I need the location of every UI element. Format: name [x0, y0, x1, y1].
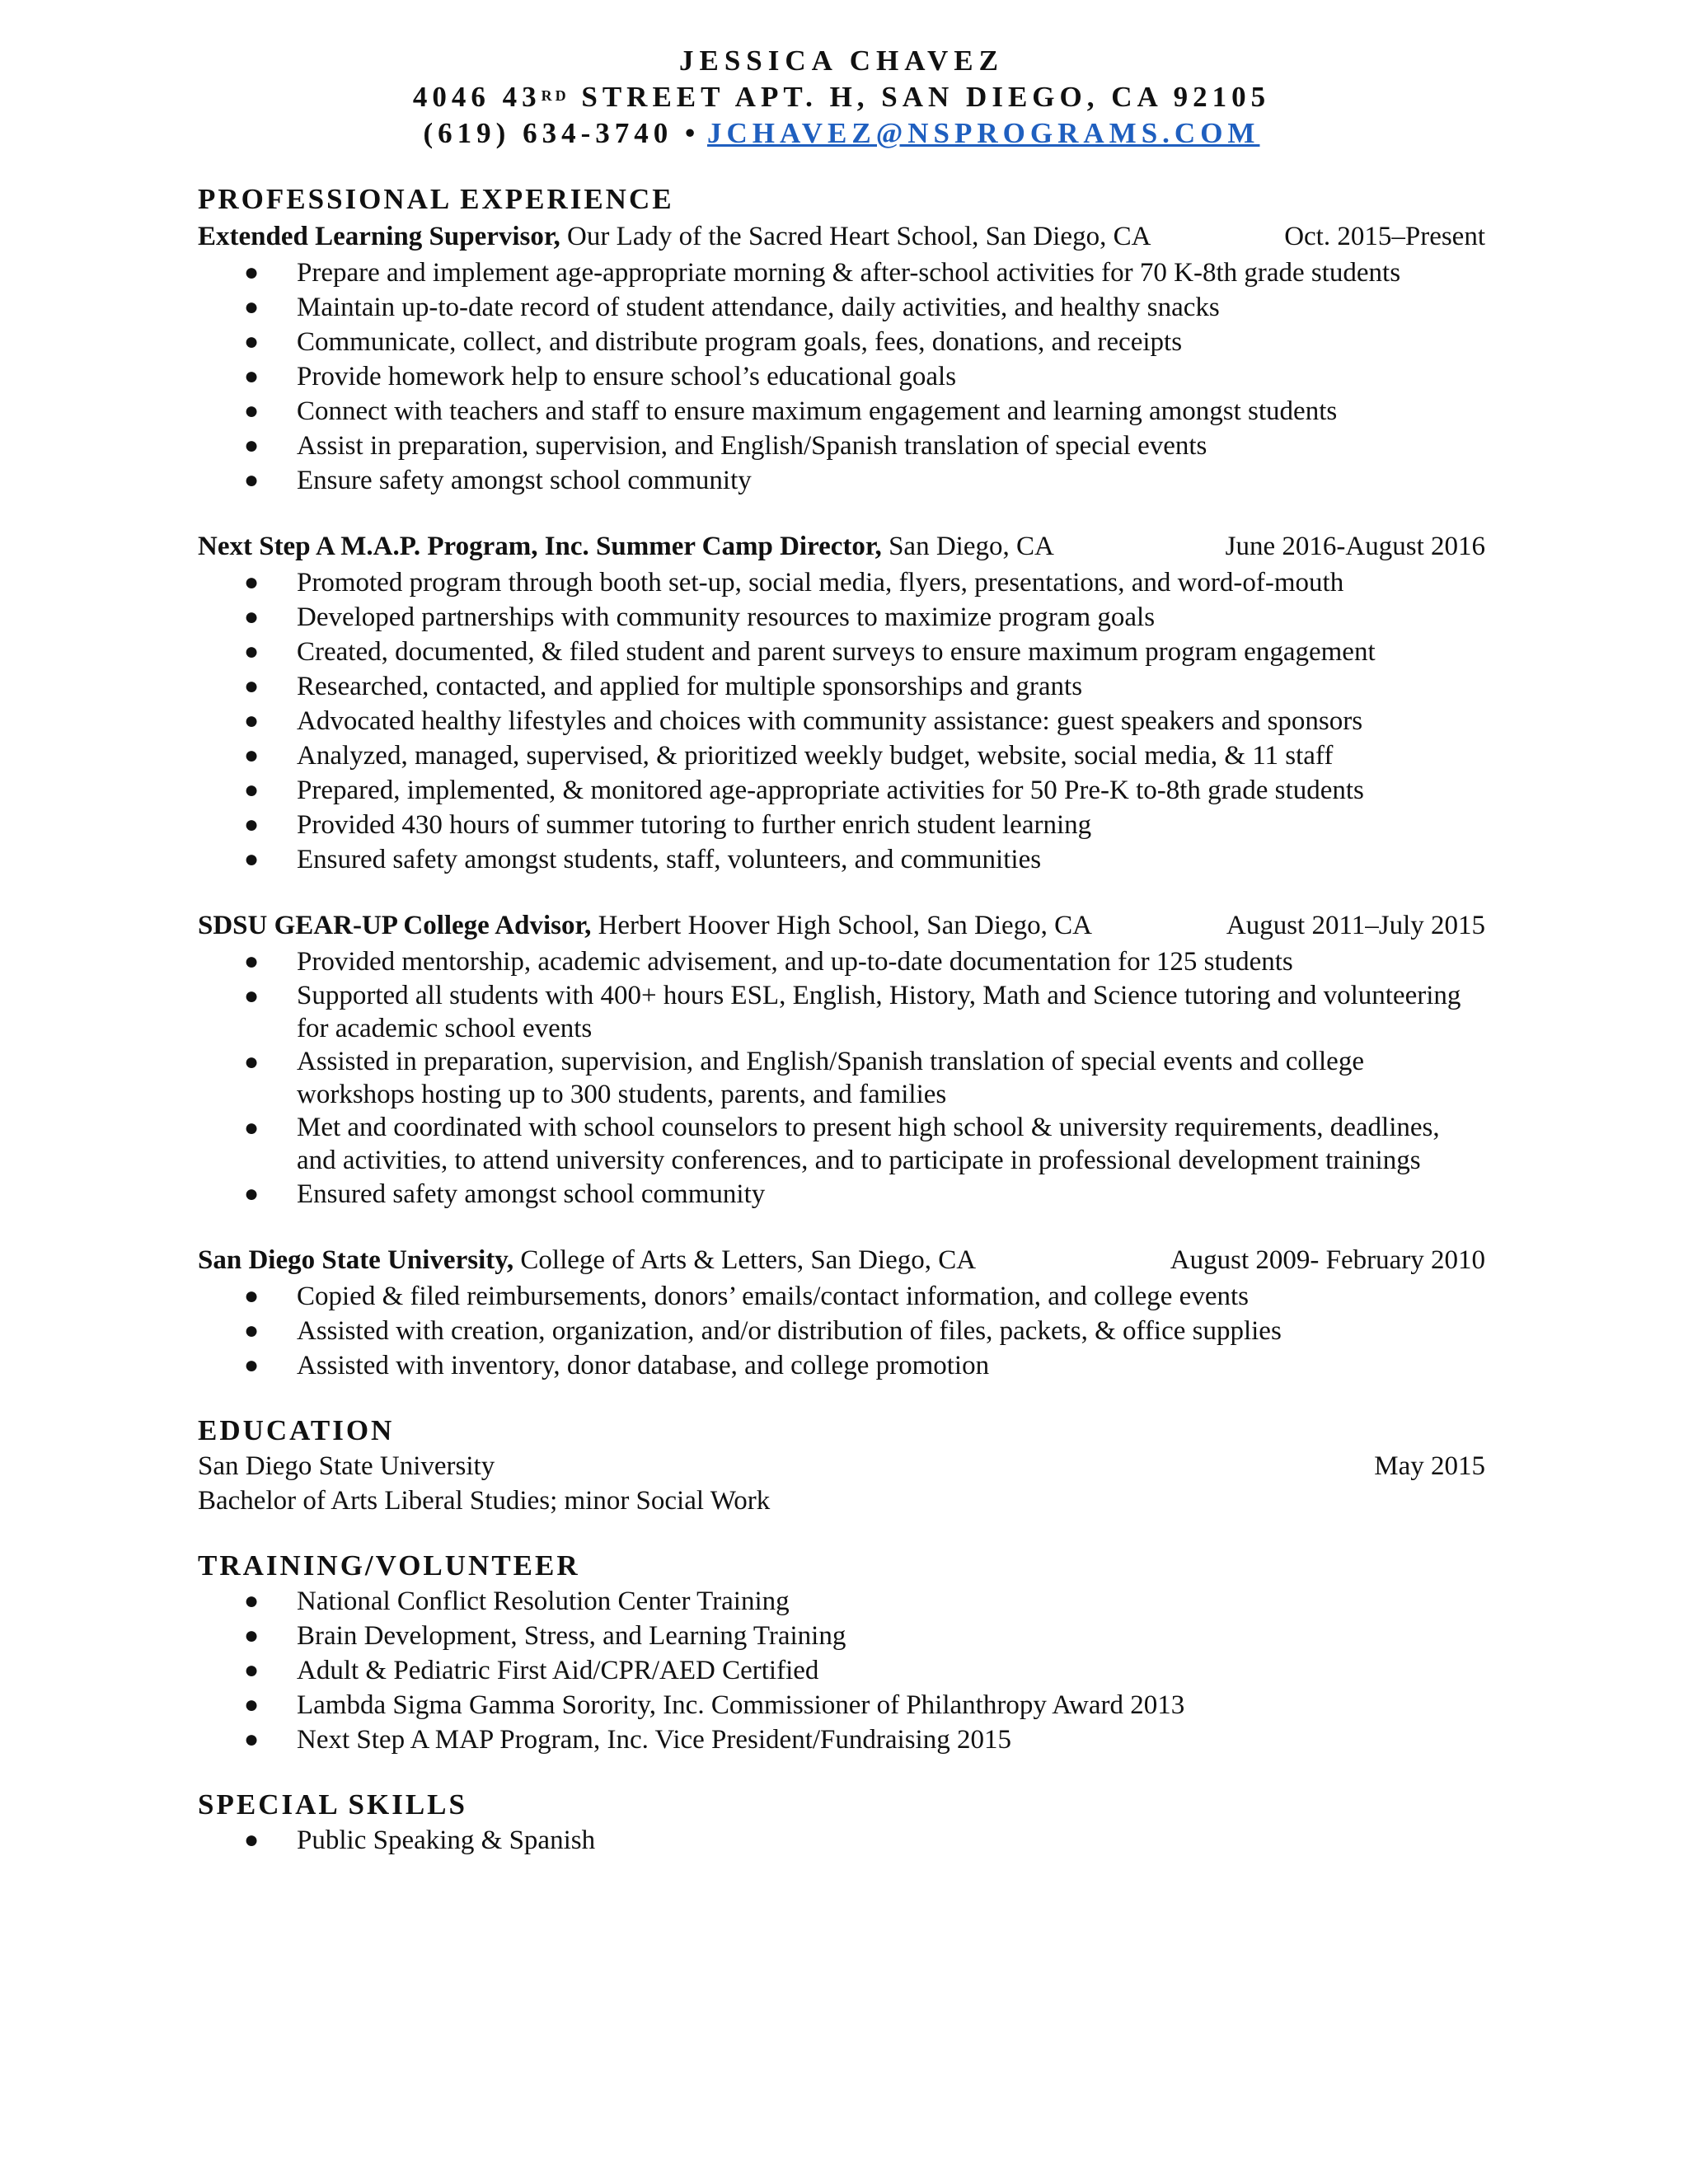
contact-header — [198, 43, 1485, 152]
list-item — [198, 738, 1485, 773]
bullet-text: Brain Development, Stress, and Learning Training — [297, 1621, 846, 1651]
bullet-text: Supported all students with 400+ hours ESL, English, History, Math and Science tutoring and volunteering for academic school events — [297, 981, 1461, 1043]
bullet-text: Prepare and implement age-appropriate morning & after-school activities for 70 K-8th grade students — [297, 258, 1401, 288]
job-entry — [198, 527, 1485, 877]
bullet-text: Maintain up-to-date record of student attendance, daily activities, and healthy snacks — [297, 293, 1220, 322]
bullet-text: Met and coordinated with school counselors to present high school & university requirements, deadlines, and activities, to attend university conferences, and to participate in professional development trainings — [297, 1113, 1440, 1175]
bullet-icon: ● — [244, 673, 260, 700]
list-item — [198, 842, 1485, 877]
bullet-icon: ● — [244, 603, 260, 630]
list-item — [198, 1688, 1485, 1722]
bullet-text: Adult & Pediatric First Aid/CPR/AED Certified — [297, 1656, 819, 1685]
bullet-icon: ● — [244, 1180, 260, 1207]
list-item — [198, 1619, 1485, 1653]
bullet-text: Created, documented, & filed student and parent surveys to ensure maximum program engagement — [297, 637, 1376, 667]
education-school: San Diego State University — [198, 1451, 495, 1481]
candidate-name: JESSICA CHAVEZ — [679, 45, 1004, 77]
bullet-icon: ● — [244, 811, 260, 838]
bullet-text: Assist in preparation, supervision, and English/Spanish translation of special events — [297, 431, 1207, 461]
job-bullets — [198, 1279, 1485, 1383]
bullet-text: Assisted in preparation, supervision, and English/Spanish translation of special events and college workshops hosting up to 300 students, parents, and families — [297, 1047, 1364, 1109]
job-title: SDSU GEAR-UP College Advisor, — [198, 911, 592, 940]
bullet-icon: ● — [244, 1048, 260, 1076]
bullet-icon: ● — [244, 1317, 260, 1344]
list-item — [198, 1823, 1485, 1858]
bullet-icon: ● — [244, 1114, 260, 1141]
list-item — [198, 429, 1485, 463]
list-item — [198, 635, 1485, 669]
list-item — [198, 1584, 1485, 1619]
bullet-text: Provided mentorship, academic advisement, and up-to-date documentation for 125 students — [297, 947, 1293, 977]
education-date: May 2015 — [1374, 1451, 1485, 1481]
list-item — [198, 394, 1485, 429]
bullet-text: Ensured safety amongst students, staff, volunteers, and communities — [297, 845, 1042, 874]
bullet-icon: ● — [244, 363, 260, 390]
training-list — [198, 1584, 1485, 1757]
bullet-icon: ● — [244, 1657, 260, 1684]
list-item — [198, 1045, 1485, 1111]
job-dates: August 2009- February 2010 — [1170, 1245, 1485, 1275]
list-item — [198, 669, 1485, 704]
list-item — [198, 325, 1485, 359]
job-bullets — [198, 255, 1485, 498]
bullet-text: Ensured safety amongst school community — [297, 1179, 766, 1209]
resume-body — [198, 43, 1485, 1858]
job-entry — [198, 907, 1485, 1212]
list-item — [198, 1111, 1485, 1177]
job-entry — [198, 1241, 1485, 1383]
list-item — [198, 1653, 1485, 1688]
list-item — [198, 463, 1485, 498]
bullet-icon: ● — [244, 1352, 260, 1379]
bullet-icon: ● — [244, 982, 260, 1010]
job-dates: August 2011–July 2015 — [1226, 911, 1485, 940]
job-entry — [198, 218, 1485, 498]
bullet-text: Provided 430 hours of summer tutoring to further enrich student learning — [297, 810, 1092, 840]
job-org: San Diego, CA — [881, 532, 1054, 561]
education-heading: EDUCATION — [198, 1414, 395, 1446]
bullet-text: National Conflict Resolution Center Training — [297, 1586, 790, 1616]
bullet-text: Promoted program through booth set-up, social media, flyers, presentations, and word-of-mouth — [297, 568, 1344, 598]
job-bullets — [198, 565, 1485, 877]
bullet-text: Lambda Sigma Gamma Sorority, Inc. Commissioner of Philanthropy Award 2013 — [297, 1690, 1185, 1720]
bullet-icon: ● — [244, 397, 260, 424]
job-org: College of Arts & Letters, San Diego, CA — [513, 1245, 977, 1275]
bullet-icon: ● — [244, 1282, 260, 1310]
list-item — [198, 704, 1485, 738]
bullet-icon: ● — [244, 846, 260, 873]
bullet-text: Provide homework help to ensure school’s educational goals — [297, 362, 957, 391]
job-bullets — [198, 944, 1485, 1212]
bullet-icon: ● — [244, 742, 260, 769]
bullet-icon: ● — [244, 569, 260, 596]
bullet-icon: ● — [244, 293, 260, 321]
bullet-icon: ● — [244, 1691, 260, 1718]
job-title: Extended Learning Supervisor, — [198, 222, 560, 251]
address-number: 4046 43 — [412, 81, 542, 113]
job-title-line — [198, 907, 1485, 944]
experience-heading: PROFESSIONAL EXPERIENCE — [198, 183, 674, 215]
address-line — [198, 79, 1485, 115]
list-item — [198, 600, 1485, 635]
education-school-line — [198, 1449, 1485, 1483]
bullet-text: Researched, contacted, and applied for multiple sponsorships and grants — [297, 672, 1083, 701]
bullet-text: Next Step A MAP Program, Inc. Vice President/Fundraising 2015 — [297, 1725, 1011, 1755]
job-title-line — [198, 527, 1485, 565]
bullet-icon: ● — [244, 432, 260, 459]
list-item — [198, 255, 1485, 290]
job-org: Our Lady of the Sacred Heart School, San Diego, CA — [560, 222, 1151, 251]
list-item — [198, 1177, 1485, 1212]
training-heading: TRAINING/VOLUNTEER — [198, 1549, 580, 1582]
job-title-line — [198, 1241, 1485, 1279]
job-title: San Diego State University, — [198, 1245, 514, 1275]
bullet-icon: ● — [244, 259, 260, 286]
bullet-text: Copied & filed reimbursements, donors’ emails/contact information, and college events — [297, 1282, 1249, 1311]
bullet-text: Connect with teachers and staff to ensure maximum engagement and learning amongst students — [297, 396, 1338, 426]
list-item — [198, 565, 1485, 600]
list-item — [198, 1348, 1485, 1383]
list-item — [198, 290, 1485, 325]
bullet-icon: ● — [244, 948, 260, 975]
address-ordinal: RD — [541, 87, 570, 104]
skills-list — [198, 1823, 1485, 1858]
list-item — [198, 1314, 1485, 1348]
list-item — [198, 944, 1485, 979]
list-item — [198, 808, 1485, 842]
bullet-text: Advocated healthy lifestyles and choices with community assistance: guest speakers and sponsors — [297, 706, 1363, 736]
phone-number: (619) 634-3740 — [423, 117, 673, 149]
list-item — [198, 979, 1485, 1045]
list-item — [198, 359, 1485, 394]
bullet-text: Ensure safety amongst school community — [297, 466, 752, 495]
bullet-icon: ● — [244, 466, 260, 494]
job-dates: June 2016-August 2016 — [1225, 532, 1485, 561]
bullet-icon: ● — [244, 1622, 260, 1649]
skills-heading: SPECIAL SKILLS — [198, 1788, 467, 1821]
bullet-icon: ● — [244, 776, 260, 804]
contact-line — [198, 115, 1485, 152]
job-dates: Oct. 2015–Present — [1284, 222, 1485, 251]
address-street: STREET APT. H, SAN DIEGO, CA 92105 — [569, 81, 1271, 113]
bullet-text: Communicate, collect, and distribute program goals, fees, donations, and receipts — [297, 327, 1183, 357]
bullet-text: Prepared, implemented, & monitored age-appropriate activities for 50 Pre-K to-8th grade students — [297, 776, 1364, 805]
list-item — [198, 1279, 1485, 1314]
bullet-text: Analyzed, managed, supervised, & prioritized weekly budget, website, social media, & 11 staff — [297, 741, 1334, 771]
education-degree: Bachelor of Arts Liberal Studies; minor Social Work — [198, 1486, 771, 1516]
list-item — [198, 1722, 1485, 1757]
bullet-icon: ● — [244, 1726, 260, 1753]
bullet-text: Developed partnerships with community resources to maximize program goals — [297, 602, 1156, 632]
bullet-separator-icon: • — [684, 117, 696, 149]
bullet-icon: ● — [244, 328, 260, 355]
job-org: Herbert Hoover High School, San Diego, CA — [591, 911, 1092, 940]
bullet-icon: ● — [244, 1826, 260, 1854]
bullet-icon: ● — [244, 707, 260, 734]
list-item — [198, 773, 1485, 808]
email-link[interactable]: JCHAVEZ@NSPROGRAMS.COM — [707, 117, 1260, 149]
bullet-text: Assisted with inventory, donor database, and college promotion — [297, 1351, 990, 1380]
bullet-icon: ● — [244, 1587, 260, 1615]
bullet-text: Public Speaking & Spanish — [297, 1825, 596, 1855]
bullet-text: Assisted with creation, organization, and/or distribution of files, packets, & office supplies — [297, 1316, 1282, 1346]
bullet-icon: ● — [244, 638, 260, 665]
job-title-line — [198, 218, 1485, 255]
job-title: Next Step A M.A.P. Program, Inc. Summer Camp Director, — [198, 532, 882, 561]
